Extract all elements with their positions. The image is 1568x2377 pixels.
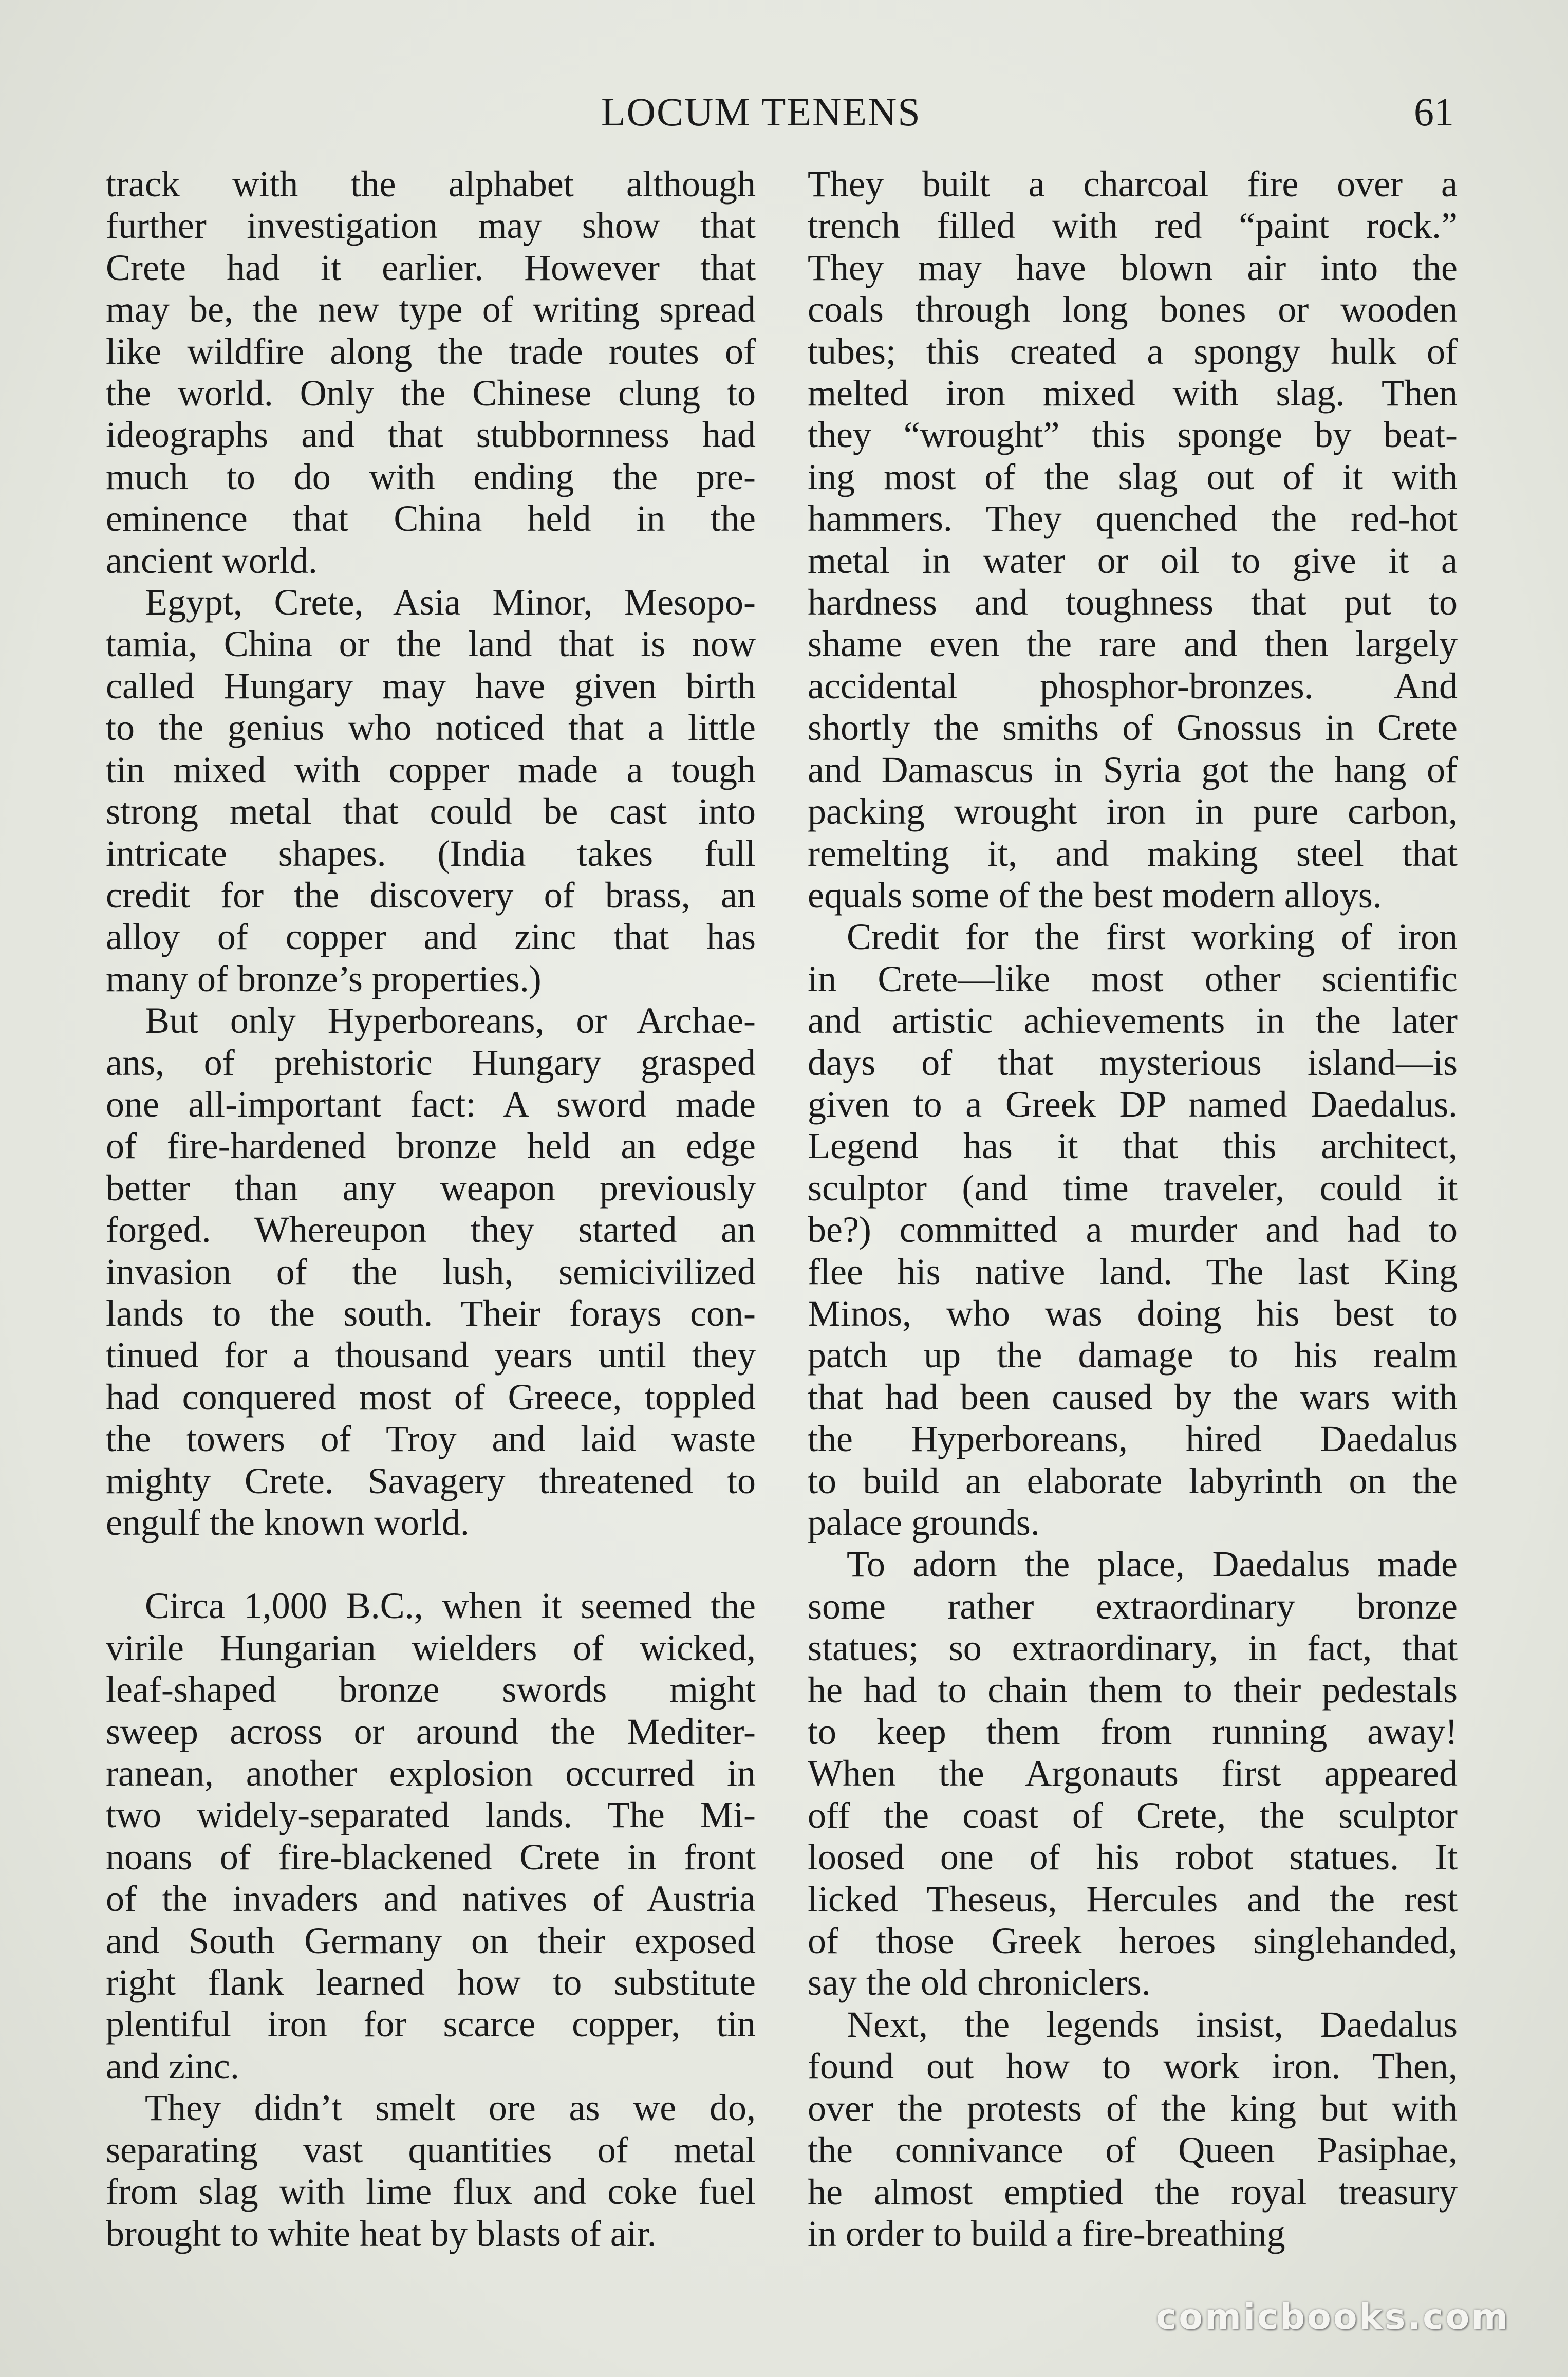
text-line: hammers. They quenched the red-hot [808, 498, 1458, 540]
text-line: tin mixed with copper made a tough [106, 749, 756, 790]
text-line: licked Theseus, Hercules and the rest [808, 1878, 1458, 1920]
text-line: Legend has it that this architect, [808, 1125, 1458, 1167]
text-line: many of bronze’s properties.) [106, 958, 542, 999]
text-line: had conquered most of Greece, toppled [106, 1376, 756, 1418]
text-line: They didn’t smelt ore as we do, [145, 2087, 756, 2129]
text-line: days of that mysterious island—is [808, 1042, 1458, 1083]
text-line: ing most of the slag out of it with [808, 456, 1458, 497]
text-line: they “wrought” this sponge by beat- [808, 414, 1458, 456]
text-line: ideographs and that stubbornness had [106, 414, 756, 456]
paragraph [106, 582, 756, 1000]
text-line: of the invaders and natives of Austria [106, 1878, 756, 1920]
text-line: say the old chroniclers. [808, 1962, 1151, 2003]
paragraph [106, 1000, 756, 1544]
text-line: over the protests of the king but with [808, 2087, 1458, 2129]
text-line: leaf-shaped bronze swords might [106, 1669, 756, 1711]
watermark: comicbooks.com [1156, 2297, 1510, 2337]
text-line: Circa 1,000 B.C., when it seemed the [145, 1585, 756, 1627]
text-line: invasion of the lush, semicivilized [106, 1251, 756, 1292]
text-line: alloy of copper and zinc that has [106, 916, 756, 958]
text-line: of those Greek heroes singlehanded, [808, 1920, 1458, 1962]
text-line: ans, of prehistoric Hungary grasped [106, 1042, 756, 1083]
text-line: that had been caused by the wars with [808, 1376, 1458, 1418]
text-line: tinued for a thousand years until they [106, 1334, 756, 1376]
text-line: flee his native land. The last King [808, 1251, 1458, 1292]
text-line: to keep them from running away! [808, 1711, 1458, 1753]
text-line: metal in water or oil to give it a [808, 540, 1458, 581]
text-line: intricate shapes. (India takes full [106, 832, 756, 874]
text-line: tamia, China or the land that is now [106, 623, 756, 665]
text-line: engulf the known world. [106, 1502, 470, 1543]
running-title: LOCUM TENENS [601, 89, 921, 134]
text-line: They may have blown air into the [808, 247, 1458, 288]
text-line: But only Hyperboreans, or Archae- [145, 1000, 756, 1042]
text-line: and Damascus in Syria got the hang of [808, 749, 1458, 790]
left-column [106, 163, 756, 2255]
text-line: and South Germany on their exposed [106, 1920, 756, 1961]
text-line: and artistic achievements in the later [808, 1000, 1458, 1042]
page-number: 61 [1414, 89, 1454, 134]
text-line: patch up the damage to his realm [808, 1334, 1458, 1376]
paragraph [106, 2087, 756, 2255]
text-line: separating vast quantities of metal [106, 2129, 756, 2170]
text-line: the towers of Troy and laid waste [106, 1418, 756, 1460]
text-line: off the coast of Crete, the sculptor [808, 1794, 1458, 1836]
text-line: he had to chain them to their pedestals [808, 1669, 1458, 1711]
text-line: shortly the smiths of Gnossus in Crete [808, 707, 1458, 749]
text-line: They built a charcoal fire over a [808, 163, 1458, 205]
text-line: two widely-separated lands. The Mi- [106, 1794, 756, 1836]
right-column [808, 163, 1458, 2255]
text-line: track with the alphabet although [106, 163, 756, 205]
text-line: right flank learned how to substitute [106, 1962, 756, 2003]
paragraph [106, 163, 756, 582]
paragraph [808, 916, 1458, 1544]
text-line: eminence that China held in the [106, 498, 756, 540]
text-line: found out how to work iron. Then, [808, 2046, 1458, 2087]
text-line: mighty Crete. Savagery threatened to [106, 1460, 756, 1501]
text-line: better than any weapon previously [106, 1167, 756, 1209]
text-line: shame even the rare and then largely [808, 623, 1458, 665]
text-line: trench filled with red “paint rock.” [808, 205, 1458, 247]
text-line: Crete had it earlier. However that [106, 247, 756, 288]
text-line: from slag with lime flux and coke fuel [106, 2171, 756, 2213]
paragraph [808, 2004, 1458, 2255]
text-line: credit for the discovery of brass, an [106, 874, 756, 916]
text-line: packing wrought iron in pure carbon, [808, 791, 1458, 832]
text-line: ranean, another explosion occurred in [106, 1753, 756, 1794]
text-line: to the genius who noticed that a little [106, 707, 756, 749]
text-line: and zinc. [106, 2045, 239, 2087]
text-line: in order to build a fire-breathing [808, 2213, 1285, 2254]
text-line: Next, the legends insist, Daedalus [847, 2003, 1458, 2045]
text-line: Credit for the first working of iron [847, 916, 1458, 958]
text-line: brought to white heat by blasts of air. [106, 2213, 657, 2254]
paragraph [808, 163, 1458, 916]
text-line: noans of fire-blackened Crete in front [106, 1836, 756, 1878]
text-line: sculptor (and time traveler, could it [808, 1167, 1458, 1209]
text-line: to build an elaborate labyrinth on the [808, 1460, 1458, 1501]
text-line: lands to the south. Their forays con- [106, 1292, 756, 1334]
text-line: accidental phosphor-bronzes. And [808, 665, 1458, 707]
text-line: forged. Whereupon they started an [106, 1209, 756, 1251]
text-line: the world. Only the Chinese clung to [106, 373, 756, 414]
text-line: plentiful iron for scarce copper, tin [106, 2003, 756, 2045]
text-line: strong metal that could be cast into [106, 791, 756, 832]
text-line: melted iron mixed with slag. Then [808, 373, 1458, 414]
text-line: Egypt, Crete, Asia Minor, Mesopo- [145, 582, 756, 623]
text-line: When the Argonauts first appeared [808, 1753, 1458, 1794]
text-line: coals through long bones or wooden [808, 289, 1458, 330]
text-line: To adorn the place, Daedalus made [847, 1544, 1458, 1585]
text-line: Minos, who was doing his best to [808, 1292, 1458, 1334]
text-line: called Hungary may have given birth [106, 665, 756, 707]
text-line: virile Hungarian wielders of wicked, [106, 1627, 756, 1668]
text-line: statues; so extraordinary, in fact, that [808, 1627, 1458, 1669]
page-header [0, 86, 1568, 138]
text-line: loosed one of his robot statues. It [808, 1836, 1458, 1878]
text-line: like wildfire along the trade routes of [106, 330, 756, 372]
text-line: further investigation may show that [106, 205, 756, 247]
text-line: in Crete—like most other scientific [808, 958, 1458, 999]
paragraph [106, 1585, 756, 2087]
text-line: equals some of the best modern alloys. [808, 874, 1382, 916]
paragraph [808, 1544, 1458, 2003]
text-line: of fire-hardened bronze held an edge [106, 1125, 756, 1167]
text-line: some rather extraordinary bronze [808, 1585, 1458, 1627]
text-line: the Hyperboreans, hired Daedalus [808, 1418, 1458, 1460]
text-line: be?) committed a murder and had to [808, 1209, 1458, 1251]
section-break [106, 1544, 756, 1585]
text-line: he almost emptied the royal treasury [808, 2171, 1458, 2213]
text-line: may be, the new type of writing spread [106, 289, 756, 330]
text-line: palace grounds. [808, 1502, 1040, 1543]
text-line: remelting it, and making steel that [808, 832, 1458, 874]
text-line: given to a Greek DP named Daedalus. [808, 1083, 1458, 1125]
text-line: tubes; this created a spongy hulk of [808, 330, 1458, 372]
text-line: ancient world. [106, 540, 318, 581]
text-line: hardness and toughness that put to [808, 582, 1458, 623]
text-line: the connivance of Queen Pasiphae, [808, 2129, 1458, 2171]
text-line: sweep across or around the Mediter- [106, 1711, 756, 1752]
text-line: one all-important fact: A sword made [106, 1083, 756, 1125]
text-line: much to do with ending the pre- [106, 456, 756, 497]
